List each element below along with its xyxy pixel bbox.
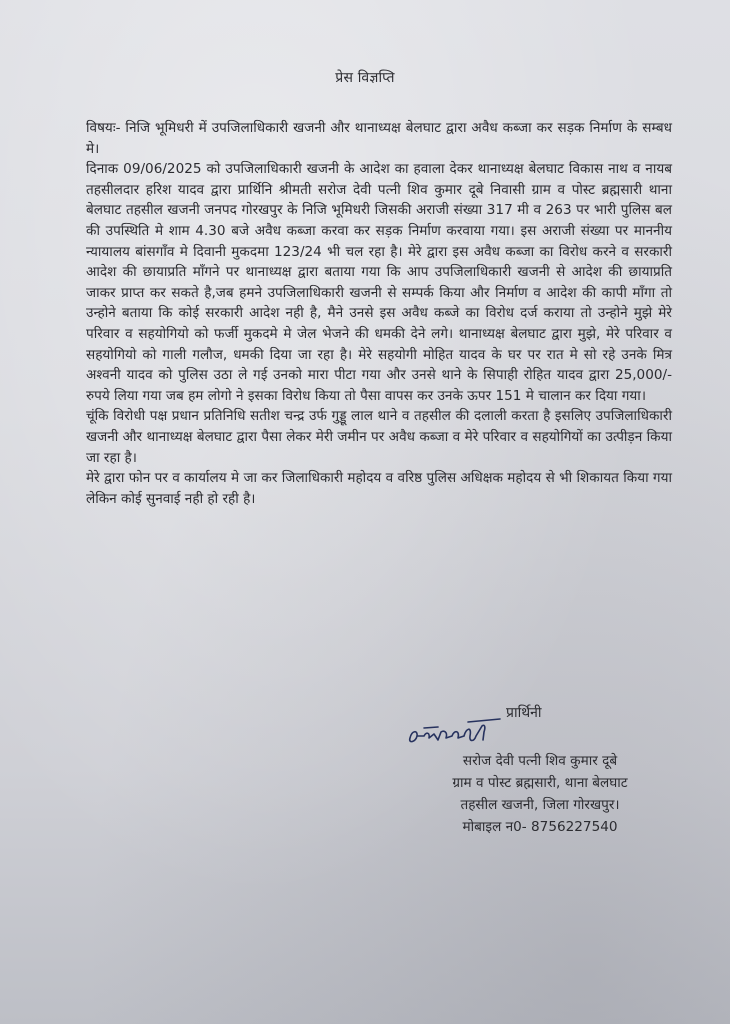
sender-district-line: तहसील खजनी, जिला गोरखपुर। bbox=[460, 797, 620, 813]
paragraph-main: दिनाक 09/06/2025 को उपजिलाधिकारी खजनी के आदेश का हवाला देकर थानाध्यक्ष बेलघाट विकास नाथ व नायब तहसीलदार हरिश यादव द्वारा प्रार्थिनि श्रीमती सरोज देवी पत्नी शिव कुमार दूबे निवासी ग्राम व पोस्ट ब्रह्मसारी थाना बेलघाट तहसील खजनी जनपद गोरखपुर के निजि भूमिधरी जिसकी अराजी संख्या 317 मी व 263 पर भारी पुलिस बल की उपस्थिति मे शाम 4.30 बजे अवैध कब्जा करवा कर सड़क निर्माण करवाया गया। इस अराजी संख्या पर माननीय न्यायालय बांसगाँव मे दिवानी मुकदमा 123/24 भी चल रहा है। मेरे द्वारा इस अवैध कब्जा का विरोध करने व सरकारी आदेश की छायाप्रति माँगने पर थानाध्यक्ष द्वारा बताया गया कि आप उपजिलाधिकारी खजनी से आदेश की छायाप्रति जाकर प्राप्त कर सकते है,जब हमने उपजिलाधिकारी खजनी से सम्पर्क किया और निर्माण व आदेश की कापी माँगा तो उन्होने बताया कि कोई सरकारी आदेश नही है, मैने उनसे इस अवैध कब्जे का विरोध दर्ज कराया तो उन्होने मुझे मेरे परिवार व सहयोगियो को फर्जी मुकदमे मे जेल भेजने की धमकी देने लगे। थानाध्यक्ष बेलघाट द्वारा मुझे, मेरे परिवार व सहयोगियो को गाली गलौज, धमकी दिया जा रहा है। मेरे सहयोगी मोहित यादव के घर पर रात मे सो रहे उनके मित्र अश्वनी यादव को पुलिस उठा ले गई उनको मारा पीटा गया और उनसे थाने के सिपाही रोहित यादव द्वारा 25,000/- रुपये लिया गया जब हम लोगो ने इसका विरोध किया तो पैसा वापस कर उनके ऊपर 151 मे चालान कर दिया गया। bbox=[86, 161, 672, 404]
paragraph-complaint: मेरे द्वारा फोन पर व कार्यालय मे जा कर जिलाधिकारी महोदय व वरिष्ठ पुलिस अधिक्षक महोदय से भी शिकायत किया गया लेकिन कोई सुनवाई नही हो रही है। bbox=[86, 470, 672, 507]
page-title: प्रेस विज्ञप्ति bbox=[335, 70, 395, 86]
subject-line: विषयः- निजि भूमिधरी में उपजिलाधिकारी खजनी और थानाध्यक्ष बेलघाट द्वारा अवैध कब्जा कर सड़क निर्माण के सम्बध मे। bbox=[86, 120, 672, 157]
sender-village-line: ग्राम व पोस्ट ब्रह्मसारी, थाना बेलघाट bbox=[452, 775, 628, 791]
sender-name-line: सरोज देवी पत्नी शिव कुमार दूबे bbox=[462, 753, 618, 769]
handwritten-signature bbox=[404, 716, 504, 752]
sender-mobile-line: मोबाइल न0- 8756227540 bbox=[462, 819, 618, 835]
letter-body bbox=[86, 118, 672, 509]
closing-label: प्रार्थिनी bbox=[506, 705, 542, 721]
paragraph-reason: चूंकि विरोधी पक्ष प्रधान प्रतिनिधि सतीश चन्द्र उर्फ गुड्डू लाल थाने व तहसील की दलाली करता है इसलिए उपजिलाधिकारी खजनी और थानाध्यक्ष बेलघाट द्वारा पैसा लेकर मेरी जमीन पर अवैध कब्जा व मेरे परिवार व सहयोगियों का उत्पीड़न किया जा रहा है। bbox=[86, 408, 672, 466]
signature-drawing bbox=[404, 716, 504, 752]
sender-address bbox=[420, 750, 660, 838]
